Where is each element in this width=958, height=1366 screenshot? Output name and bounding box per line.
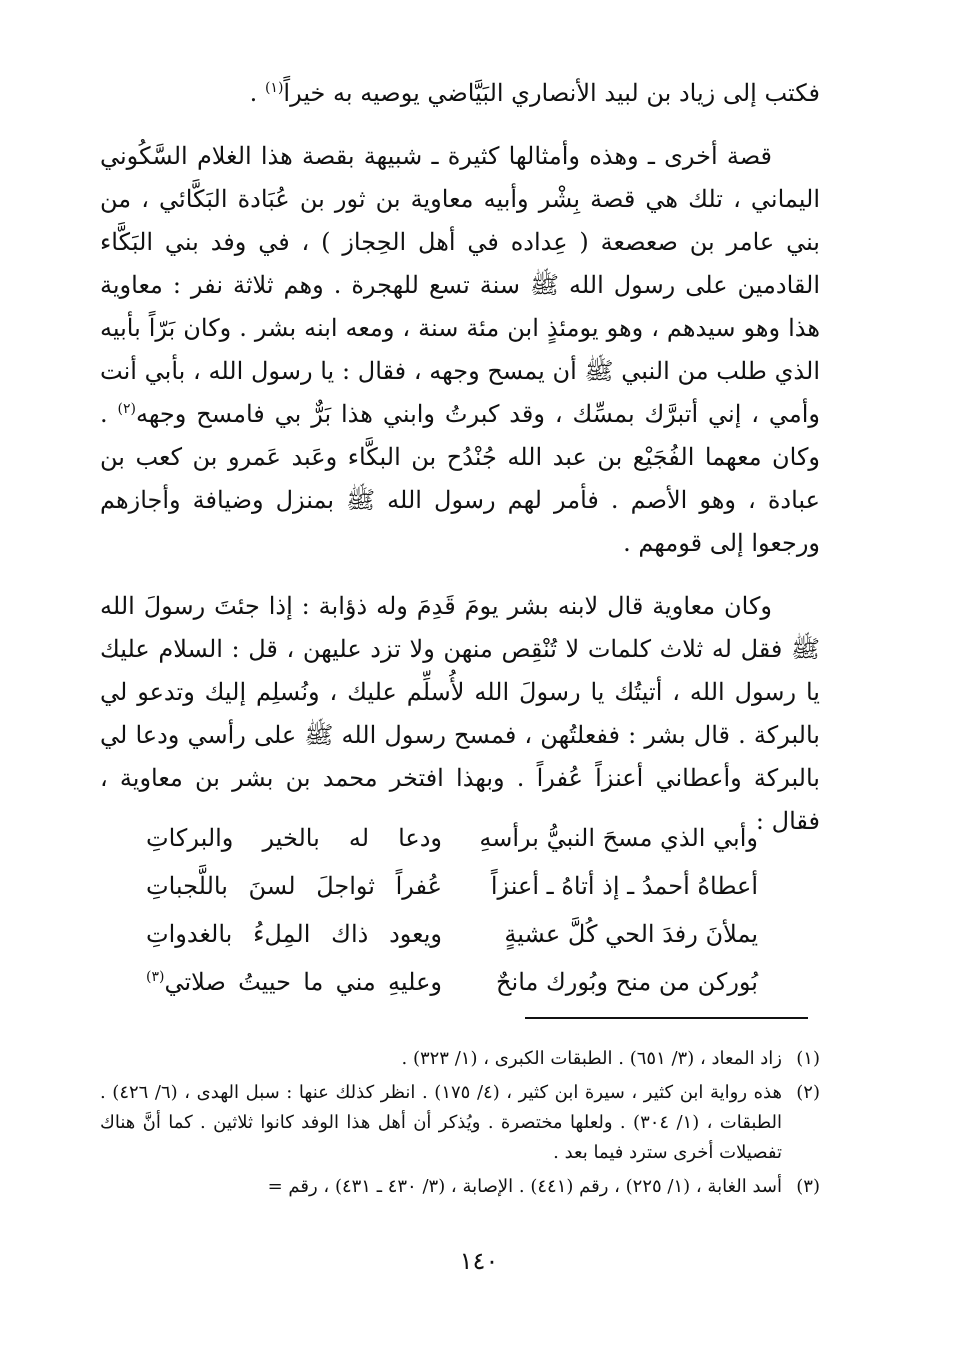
footnote-3 <box>100 1172 820 1202</box>
poem-verse-first-hemistich: بُوركن من منح وبُورك مانحٌ <box>496 968 758 996</box>
footnote-text: أسد الغابة ، (١/ ٢٢٥) ، رقم (٤٤١) . الإصابة ، (٣/ ٤٣٠ ـ ٤٣١) ، رقم = <box>267 1176 782 1197</box>
paragraph-2-tail: . وكان معهما الفُجَيْع بن عبد الله جُنْدُح بن البكَّاء وعَبد عَمرو بن كعب بن عبادة ، وهو الأصم . فأمر لهم رسول الله ﷺ بمنزل وضيافة وأجازهم ورجعوا إلى قومهم . <box>100 400 820 557</box>
footnote-1 <box>100 1044 820 1074</box>
paragraph-3 <box>100 585 820 843</box>
poem <box>146 814 758 1006</box>
poem-verse-second-text: وعليهِ مني ما حييتُ صلاتي <box>164 968 442 996</box>
footnote-ref-3: (٣) <box>146 969 165 985</box>
footnote-separator <box>525 1017 808 1019</box>
footnote-text: زاد المعاد ، (٣/ ٦٥١) . الطبقات الكبرى ، (١/ ٣٢٣) . <box>401 1048 782 1069</box>
footnote-number: (٢) <box>796 1082 820 1103</box>
poem-verse <box>146 958 758 1006</box>
footnote-text: هذه رواية ابن كثير ، سيرة ابن كثير ، (٤/ ١٧٥) . انظر كذلك عنها : سبل الهدى ، (٦/ ٤٢٦) . الطبقات ، (١/ ٣٠٤) . ولعلها مختصرة . ويُذكر أن أهل هذا الوفد كانوا ثلاثين . كما أنَّ هناك تفصيلات أخرى سترد فيما بعد . <box>100 1082 783 1163</box>
poem-verse-second-hemistich: ويعود ذاك المِلءُ بالغدواتِ <box>146 920 442 948</box>
poem-verse-second-hemistich: ودعا له بالخير والبركاتِ <box>146 824 442 852</box>
paragraph-2-text: قصة أخرى ـ وهذه وأمثالها كثيرة ـ شبيهة بقصة هذا الغلام السَّكُوني اليماني ، تلك هي قصة بِشْر وأبيه معاوية بن ثور بن عُبَادة البَكَّائي ، من بني عامر بن صعصعة ( عِداده في أهل الحِجاز ) ، في وفد بني البَكَّاء القادمين على رسول الله ﷺ سنة تسع للهجرة . وهم ثلاثة نفر : معاوية هذا وهو سيدهم ، وهو يومئذٍ ابن مئة سنة ، ومعه ابنه بشر . وكان بَرّاً بأبيه الذي طلب من النبي ﷺ أن يمسح وجهه ، فقال : يا رسول الله ، بأبي أنت وأمي ، إني أتبرَّك بمسِّك ، وقد كبرتُ وابني هذا بَرٌّ بي فامسح وجهه <box>100 142 820 428</box>
paragraph-1-tail: . <box>249 79 265 107</box>
footnote-number: (٣) <box>796 1176 820 1197</box>
poem-verse-first-hemistich: يملأنَ رفدَ الحي كُلَّ عشيةٍ <box>504 920 758 948</box>
poem-verse-second-hemistich: عُفراً ثواجلَ لسنَ باللَّجباتِ <box>146 872 442 900</box>
poem-verse <box>146 814 758 862</box>
main-text <box>100 72 820 843</box>
footnote-2 <box>100 1078 820 1168</box>
paragraph-3-text: وكان معاوية قال لابنه بشر يومَ قَدِمَ وله ذؤابة : إذا جئتَ رسولَ الله ﷺ فقل له ثلاث كلمات لا تُنْقِص منهن ولا تزد عليهن ، قل : السلام عليك يا رسول الله ، أتيتُك يا رسولَ الله لأُسلِّم عليك ، ونُسلِم إليك وتدعو لي بالبركة . قال بشر : ففعلتُهن ، فمسح رسول الله ﷺ على رأسي ودعا لي بالبركة وأعطاني أعنزاً عُفراً . وبهذا افتخر محمد بن بشر بن معاوية ، فقال : <box>100 592 820 835</box>
poem-verse <box>146 910 758 958</box>
footnote-number: (١) <box>796 1048 820 1069</box>
footnote-ref-2: (٢) <box>117 401 136 417</box>
poem-verse-first-hemistich: وأبي الذي مسحَ النبيُّ برأسهِ <box>479 824 758 852</box>
paragraph-2 <box>100 135 820 565</box>
paragraph-1-text: فكتب إلى زياد بن لبيد الأنصاري البَيَّاضي يوصيه به خيراً <box>283 79 820 107</box>
page-number: ١٤٠ <box>459 1247 499 1275</box>
poem-verse <box>146 862 758 910</box>
poem-verse-first-hemistich: أعطاهُ أحمدُ ـ إذ أتاهُ ـ أعنزاً <box>490 872 758 900</box>
footnote-ref-1: (١) <box>264 80 284 96</box>
footnotes <box>100 1044 820 1206</box>
paragraph-1 <box>100 72 820 115</box>
poem-verse-second-hemistich <box>146 968 442 996</box>
